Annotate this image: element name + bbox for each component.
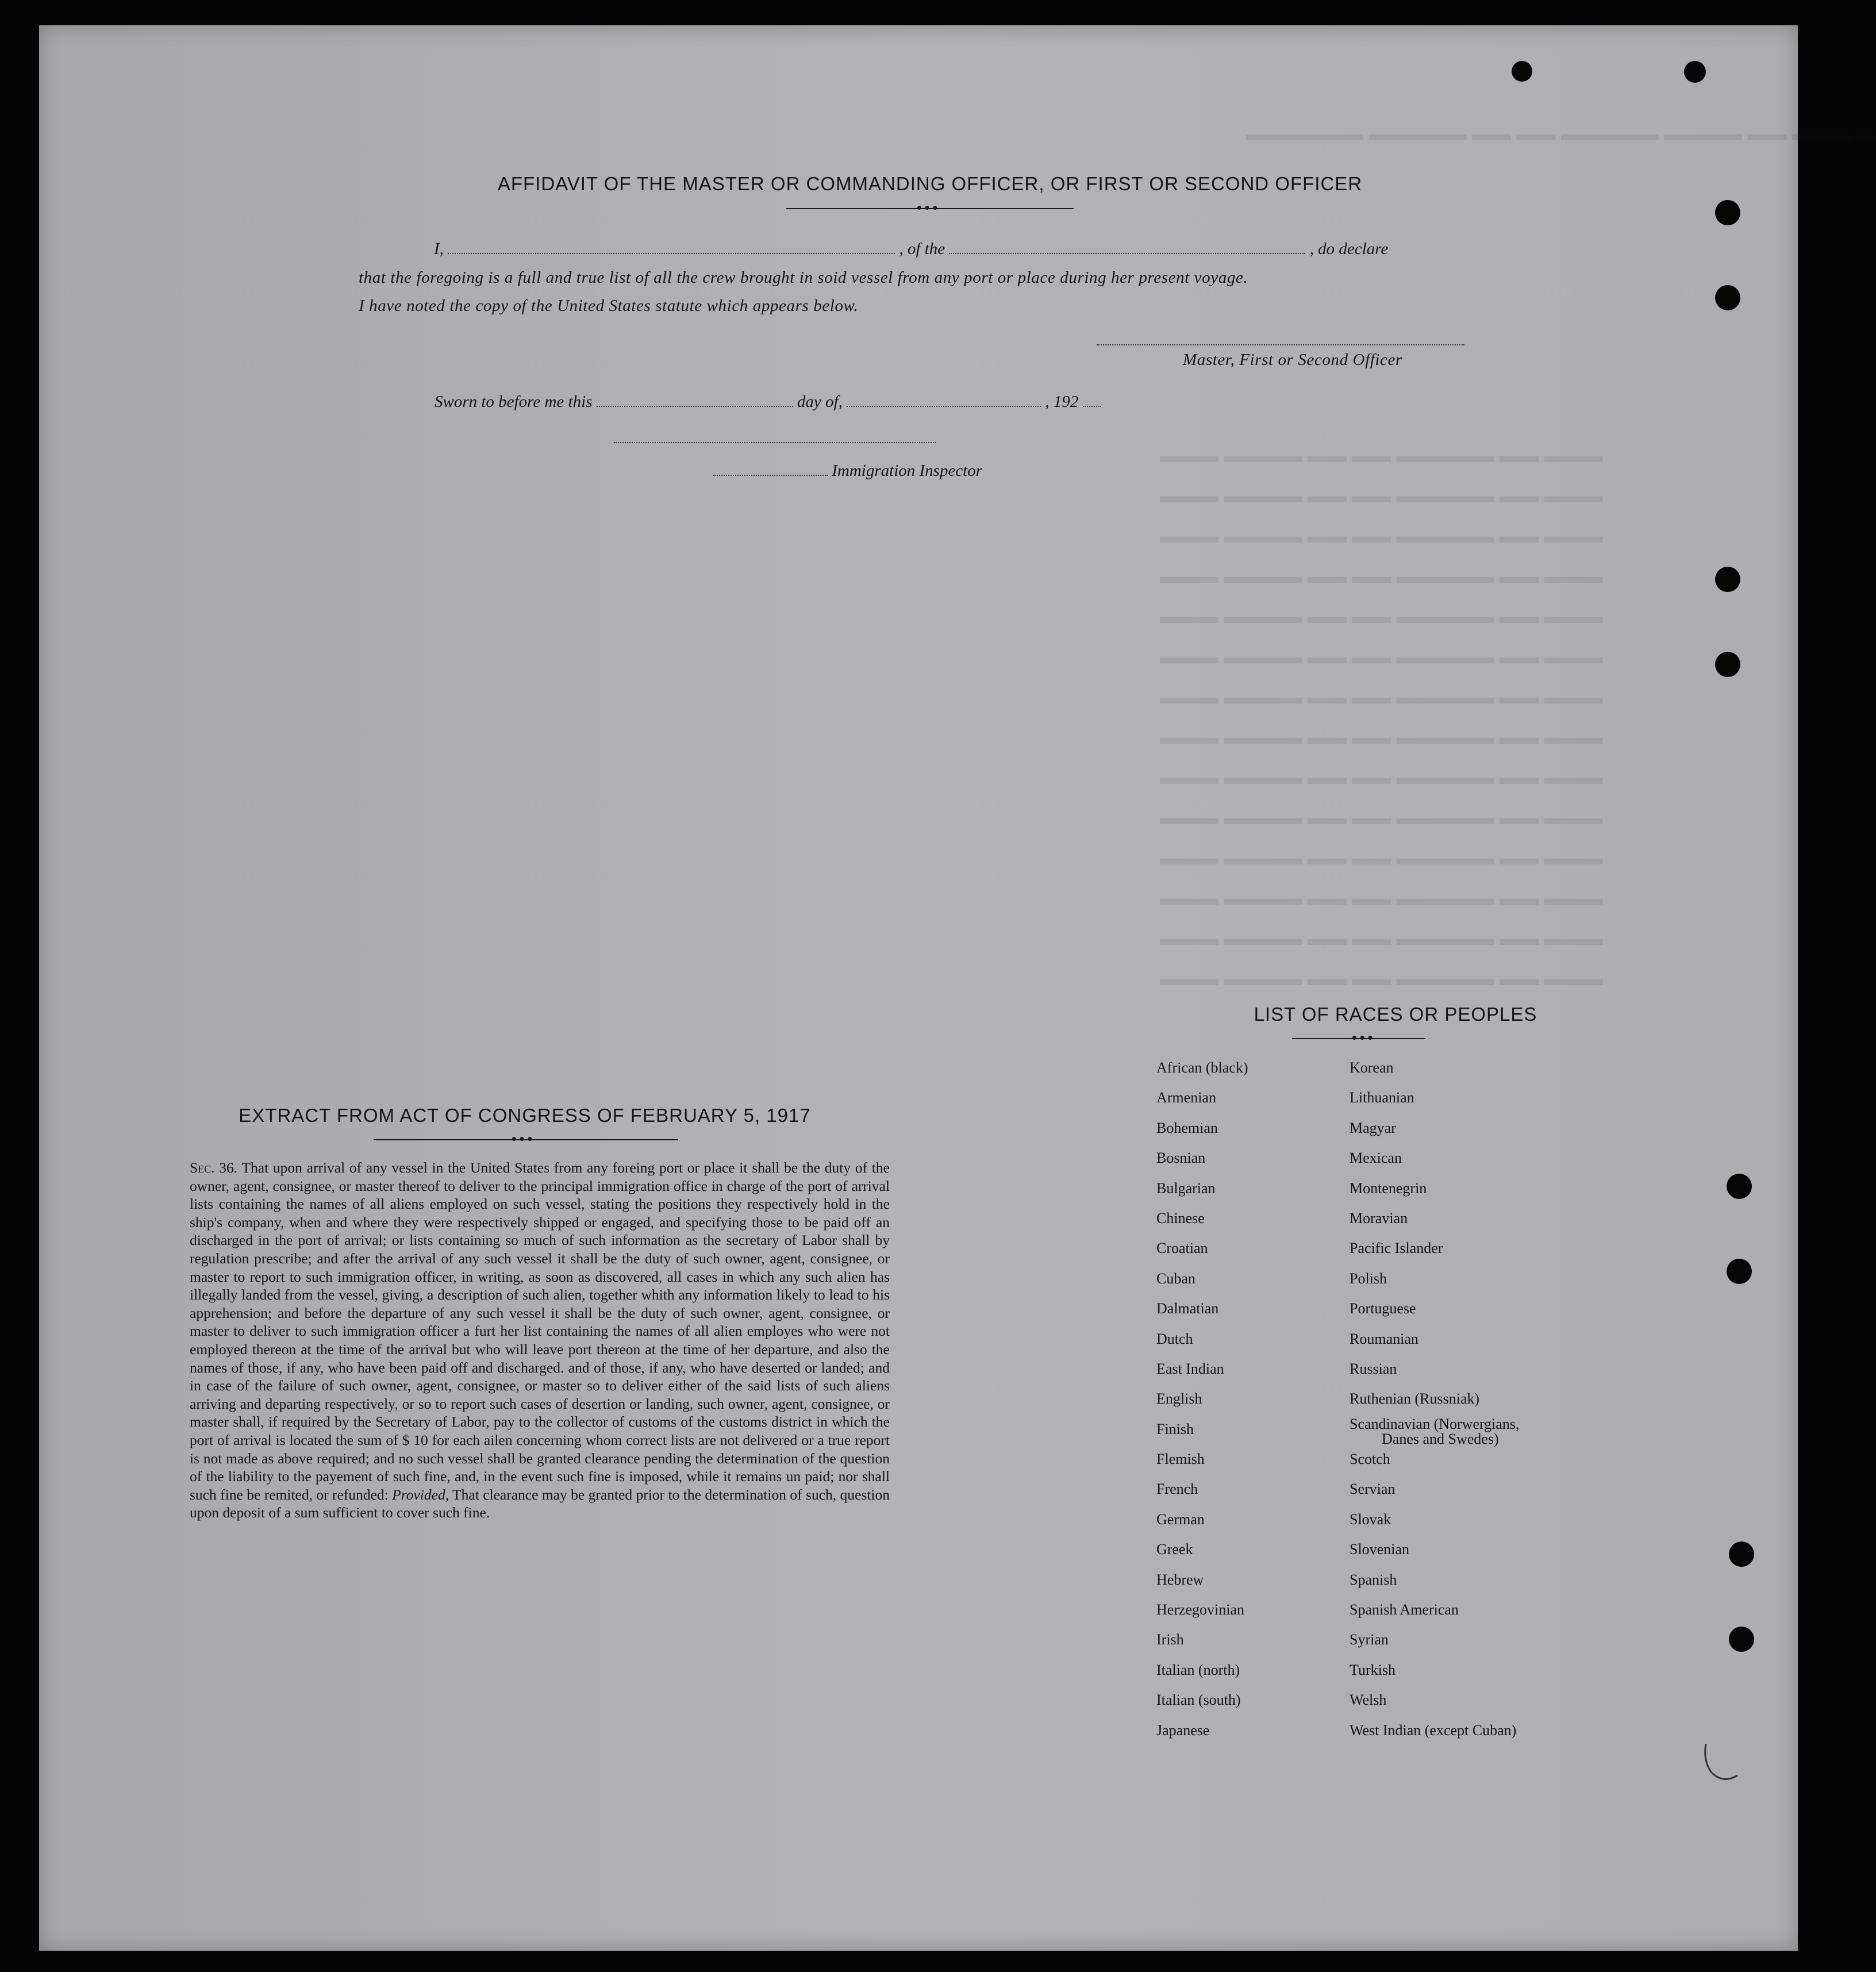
handwritten-mark bbox=[1694, 1738, 1746, 1790]
race-item: Bosnian bbox=[1156, 1150, 1206, 1167]
punch-hole bbox=[1715, 285, 1740, 310]
race-item: Pacific Islander bbox=[1350, 1240, 1443, 1257]
race-item: Roumanian bbox=[1350, 1330, 1418, 1347]
sworn-month-field[interactable] bbox=[847, 392, 1041, 407]
extract-body-part2: That clearance may be granted prior to the determination of such, question upon deposit of a sum sufficient to cover such fine. bbox=[190, 1486, 890, 1521]
vessel-name-field[interactable] bbox=[949, 239, 1305, 254]
provided-label: Provided, bbox=[392, 1486, 449, 1503]
race-item: Slovenian bbox=[1350, 1541, 1409, 1558]
race-item: Turkish bbox=[1350, 1661, 1396, 1678]
race-item: Flemish bbox=[1156, 1451, 1205, 1468]
race-item: Welsh bbox=[1350, 1692, 1387, 1709]
i-label: I, bbox=[434, 240, 444, 258]
race-item: French bbox=[1156, 1481, 1198, 1498]
extract-heading-ornament: ••• bbox=[510, 1132, 535, 1146]
sworn-year-field[interactable] bbox=[1083, 392, 1101, 407]
master-signature-field[interactable] bbox=[1097, 344, 1464, 345]
punch-hole bbox=[1715, 652, 1740, 677]
extract-heading: EXTRACT FROM ACT OF CONGRESS OF FEBRUARY 5, 1917 bbox=[239, 1105, 811, 1126]
of-the-label: , of the bbox=[899, 240, 945, 258]
race-item: Spanish American bbox=[1350, 1601, 1459, 1619]
affidavit-statement-line: that the foregoing is a full and true list of all the crew brought in soid vessel from any port or place during her present voyage. bbox=[359, 268, 1248, 287]
affidavit-heading: AFFIDAVIT OF THE MASTER OR COMMANDING OFFICER, OR FIRST OR SECOND OFFICER bbox=[497, 173, 1363, 194]
race-item: African (black) bbox=[1156, 1059, 1248, 1076]
affidavit-declaration-line bbox=[434, 239, 1388, 259]
race-item: Ruthenian (Russniak) bbox=[1350, 1390, 1480, 1408]
race-item: Greek bbox=[1156, 1541, 1193, 1558]
race-item: Spanish bbox=[1350, 1571, 1397, 1588]
punch-hole bbox=[1729, 1542, 1754, 1567]
inspector-label: Immigration Inspector bbox=[832, 462, 983, 480]
race-item: Chinese bbox=[1156, 1209, 1205, 1227]
day-of-label: day of, bbox=[797, 393, 843, 411]
race-item: English bbox=[1156, 1390, 1202, 1408]
master-signature-label: Master, First or Second Officer bbox=[1183, 351, 1402, 369]
race-item: East Indian bbox=[1156, 1360, 1224, 1377]
race-item: Irish bbox=[1156, 1631, 1184, 1648]
punch-hole bbox=[1727, 1174, 1752, 1199]
races-left-column bbox=[1156, 1053, 1248, 1746]
race-item: Syrian bbox=[1350, 1631, 1389, 1648]
punch-hole bbox=[1715, 567, 1740, 592]
section-label: Sec. 36. bbox=[190, 1159, 238, 1176]
race-item: Japanese bbox=[1156, 1721, 1210, 1739]
race-item: Slovak bbox=[1350, 1510, 1391, 1528]
race-item: German bbox=[1156, 1510, 1205, 1528]
races-heading-ornament: ••• bbox=[1351, 1031, 1375, 1045]
race-item: Moravian bbox=[1350, 1209, 1408, 1227]
punch-hole bbox=[1684, 61, 1706, 83]
race-item: Polish bbox=[1350, 1270, 1387, 1287]
race-item: Bulgarian bbox=[1156, 1179, 1216, 1197]
sworn-line bbox=[435, 392, 1101, 412]
races-right-column bbox=[1350, 1053, 1520, 1746]
race-item: Dalmatian bbox=[1156, 1300, 1219, 1317]
punch-hole bbox=[1512, 61, 1532, 82]
master-name-field[interactable] bbox=[448, 239, 895, 254]
race-item: Hebrew bbox=[1156, 1571, 1204, 1588]
punch-hole bbox=[1729, 1627, 1754, 1652]
document-page: ▬ ▬▬▬ ▬▬ ▬▬▬▬ ▬▬▬▬▬ ▬▬ ▬▬ ▬▬▬▬▬ ▬▬▬▬▬▬ ▬▬▬ ▬▬▬▬ ▬▬ ▬▬ ▬▬▬▬▬ ▬▬ ▬▬▬ ▬▬▬ ▬▬▬▬ ▬▬ ▬▬ ▬▬▬▬▬ ▬▬ ▬▬▬ ▬▬▬ ▬▬▬▬ ▬▬ ▬▬ ▬▬▬▬▬ ▬▬ ▬▬▬ ▬▬▬ ▬▬▬▬ ▬▬ ▬▬ ▬▬▬▬▬ ▬▬ ▬▬▬ ▬▬▬ ▬▬▬▬ ▬▬ ▬▬ ▬▬▬▬▬ ▬▬ ▬▬▬ ▬▬▬ ▬▬▬▬ ▬▬ ▬▬ ▬▬▬▬▬ ▬▬ ▬▬▬ ▬▬▬ ▬▬▬▬ ▬▬ ▬▬ ▬▬▬▬▬ ▬▬ ▬▬▬ ▬▬▬ ▬▬▬▬ ▬▬ ▬▬ ▬▬▬▬▬ ▬▬ ▬▬▬ ▬▬▬ ▬▬▬▬ ▬▬ ▬▬ ▬▬▬▬▬ ▬▬ ▬▬▬ ▬▬▬ ▬▬▬▬ ▬▬ ▬▬ ▬▬▬▬▬ ▬▬ ▬▬▬ ▬▬▬ ▬▬▬▬ ▬▬ ▬▬ ▬▬▬▬▬ ▬▬ ▬▬▬ ▬▬▬ ▬▬▬▬ ▬▬ ▬▬ ▬▬▬▬▬ ▬▬ ▬▬▬ ▬▬▬ ▬▬▬▬ ▬▬ ▬▬ ▬▬▬▬▬ ▬▬ ▬▬▬ ▬▬▬ ▬▬▬▬ ▬▬ ▬▬ ▬▬▬▬▬ ▬▬ ▬▬▬ AFFIDAVIT OF THE MASTER OR COMMANDING OFFICER, OR FIRST OR SECOND OFFICER ••• I, , of the , do declare that the foregoing is a full and true list of all the crew brought in soid vessel from any port or place during her present voyage. I have noted the copy of the United States statute which appears below. Master, First or Second Officer Sworn to before me this day of, , 192 Immigration Inspector EXTRACT FROM ACT OF CONGRESS OF FEBRUARY 5, 1917 ••• Sec. 36. That upon arrival of any vessel in the United States from any foreing port or place it shall be the duty of the owner, agent, consignee, or master thereof to deliver to the principal immigration office in charge of the port of arrival lists containing the names of all aliens employed on such vessel, stating the positions they respectively hold in the ship's company, when and where they were respectively shipped or engaged, and specifying those to be paid off an discharged in the port of arrival; or lists containing so much of such information as the secretary of Labor shall by regulation prescribe; and after the arrival of any such vessel it shall be the duty of such owner, agent, consignee, or master to report to such immigration officer, in writing, as soon as discovered, all cases in which any such alien has illegally landed from the vessel, giving, a description of such alien, together whith any information likely to lead to his apprehension; and before the departure of any such vessel it shall be the duty of such owner, agent, consignee, or master to deliver to such immigration officer a furt her list containing the names of all alien employes who were not employed thereon at the time of the arrival but who will leave port thereon at the time of her departure, and also the names of those, if any, who have been paid off and discharged. and of those, if any, who have deserted or landed; and in case of the failure of such owner, agent, consignee, or master so to deliver either of the said lists of such aliens arriving and departing respectively, or so to report such cases of desertion or landing, such owner, agent, consignee, or master shall, if required by the Secretary of Labor, pay to the collector of customs of the customs district in which the port of arrival is located the sum of $ 10 for each ailen concerning whom correct lists are not delivered or a true report is not made as above required; and no such vessel shall be granted clearance pending the determination of the question of the liability to the payement of such fine, and, in the event such fine is imposed, while it remains un paid; nor shall such fine be remited, or refunded: Provided, That clearance may be granted prior to the determination of such, question upon deposit of a sum sufficient to cover such fine. LIST OF RACES OR PEOPLES ••• African (black) Armenian Bohemian Bosnian Bulgarian Chinese Croatian Cuban Dalmatian Dutch East Indian English Finish Flemish French German Greek Hebrew Herzegovinian Irish Italian (north) Italian (south) Japanese Korean Lithuanian Magyar Mexican Montenegrin Moravian Pacific Islander Polish Portuguese Roumanian Russian Ruthenian (Russniak) Scandinavian (Norwergians, Danes and Swedes) Scotch Servian Slovak Slovenian Spanish Spanish American Syrian Turkish Welsh West Indian (except Cuban) bbox=[39, 25, 1798, 1951]
race-item: Cuban bbox=[1156, 1270, 1195, 1287]
year-label: , 192 bbox=[1045, 393, 1079, 411]
race-item: Montenegrin bbox=[1350, 1179, 1427, 1197]
race-item: Lithuanian bbox=[1350, 1089, 1414, 1106]
race-item: Herzegovinian bbox=[1156, 1601, 1245, 1619]
inspector-line bbox=[713, 461, 982, 480]
race-item: Magyar bbox=[1350, 1119, 1396, 1136]
punch-hole bbox=[1715, 200, 1740, 225]
race-item: Korean bbox=[1350, 1059, 1394, 1076]
races-heading: LIST OF RACES OR PEOPLES bbox=[1254, 1004, 1537, 1025]
race-item: Mexican bbox=[1350, 1150, 1402, 1167]
race-item: Italian (south) bbox=[1156, 1692, 1241, 1709]
extract-body bbox=[190, 1159, 890, 1522]
do-declare-label: , do declare bbox=[1309, 240, 1389, 258]
inspector-name-field[interactable] bbox=[713, 461, 828, 476]
race-item: Italian (north) bbox=[1156, 1661, 1240, 1678]
race-item: Servian bbox=[1350, 1481, 1396, 1498]
sworn-day-field[interactable] bbox=[597, 392, 793, 407]
inspector-signature-field[interactable] bbox=[614, 442, 936, 443]
affidavit-statute-line: I have noted the copy of the United States statute which appears below. bbox=[359, 297, 859, 315]
punch-hole bbox=[1727, 1259, 1752, 1284]
race-item: Armenian bbox=[1156, 1089, 1216, 1106]
race-item: Dutch bbox=[1156, 1330, 1193, 1347]
race-item: Bohemian bbox=[1156, 1119, 1218, 1136]
affidavit-heading-ornament: ••• bbox=[916, 201, 940, 215]
race-item: West Indian (except Cuban) bbox=[1350, 1721, 1517, 1739]
sworn-label: Sworn to before me this bbox=[435, 393, 593, 411]
race-item: Croatian bbox=[1156, 1240, 1208, 1257]
extract-body-part1: That upon arrival of any vessel in the United States from any foreing port or place it shall be the duty of the owner, agent, consignee, or master thereof to deliver to the principal immigration office in charge of the port of arrival lists containing the names of all aliens employed on such vessel, stating the positions they respectively hold in the ship's company, when and where they were respectively shipped or engaged, and specifying those to be paid off an discharged in the port of arrival; or lists containing so much of such information as the secretary of Labor shall by regulation prescribe; and after the arrival of any such vessel it shall be the duty of such owner, agent, consignee, or master to report to such immigration officer, in writing, as soon as discovered, all cases in which any such alien has illegally landed from the vessel, giving, a description of such alien, together whith any information likely to lead to his apprehension; and before the departure of any such vessel it shall be the duty of such owner, agent, consignee, or master to deliver to such immigration officer a furt her list containing the names of all alien employes who were not employed thereon at the time of the arrival but who will leave port thereon at the time of her departure, and also the names of those, if any, who have been paid off and discharged. and of those, if any, who have deserted or landed; and in case of the failure of such owner, agent, consignee, or master so to deliver either of the said lists of such aliens arriving and departing respectively, or so to report such cases of desertion or landing, such owner, agent, consignee, or master shall, if required by the Secretary of Labor, pay to the collector of customs of the customs district in which the port of arrival is located the sum of $ 10 for each ailen concerning whom correct lists are not delivered or a true report is not made as above required; and no such vessel shall be granted clearance pending the determination of the question of the liability to the payement of such fine, and, in the event such fine is imposed, while it remains un paid; nor shall such fine be remited, or refunded: bbox=[190, 1159, 890, 1503]
race-item: Russian bbox=[1350, 1360, 1397, 1377]
race-item: Finish bbox=[1156, 1420, 1194, 1437]
race-item: Portuguese bbox=[1350, 1300, 1416, 1317]
race-item: Scandinavian (Norwergians, Danes and Swedes) bbox=[1350, 1415, 1520, 1447]
race-item: Scotch bbox=[1350, 1451, 1390, 1468]
